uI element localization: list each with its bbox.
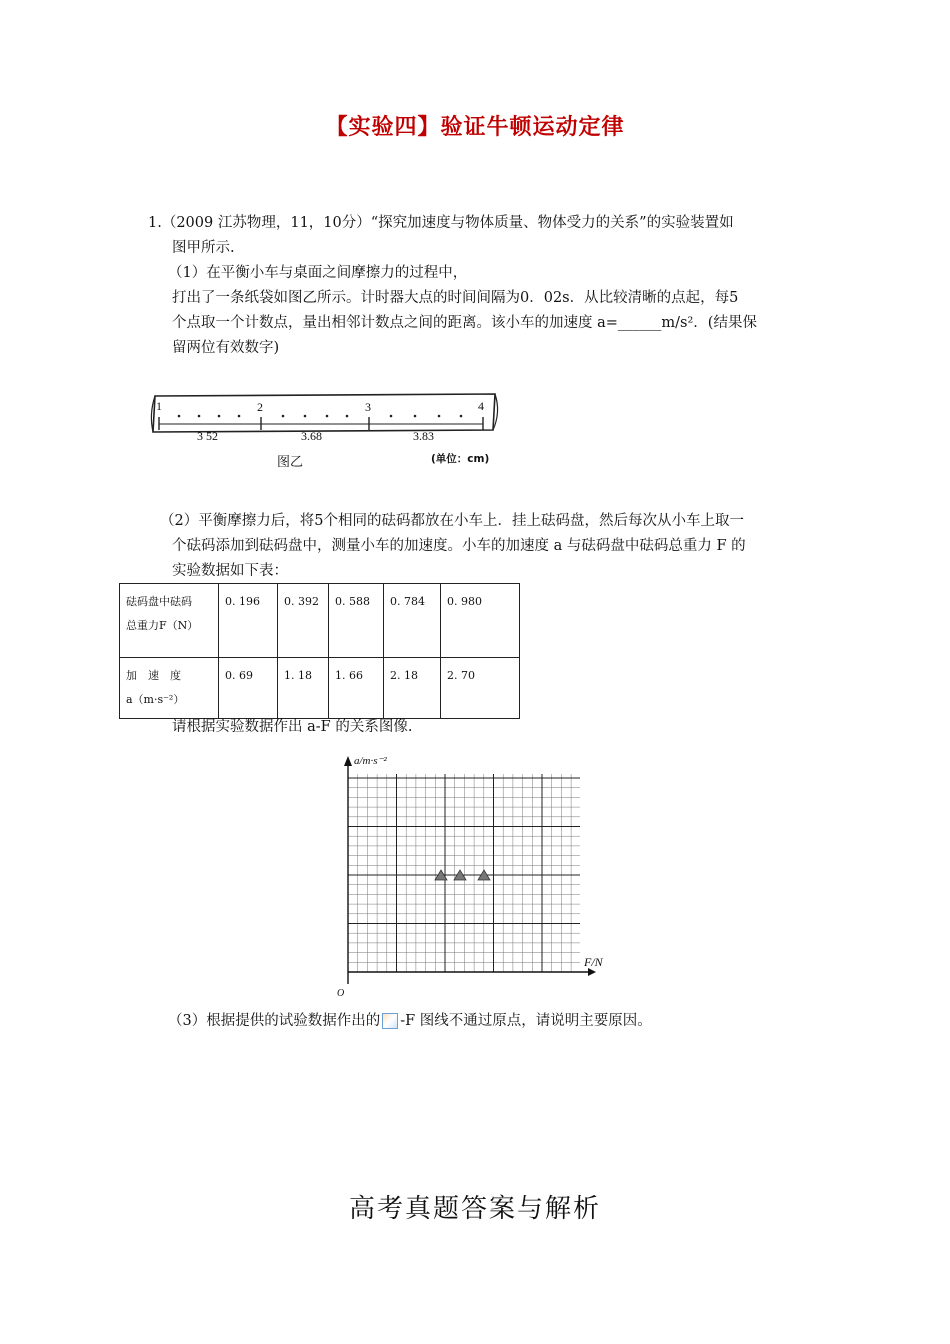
tape-caption: 图乙 <box>277 455 304 470</box>
tape-point-1: 1 <box>156 399 162 413</box>
accel-label-line1: 加 速 度 <box>126 669 181 682</box>
q1-line3: （1）在平衡小车与桌面之间摩擦力的过程中， <box>168 265 468 281</box>
table-cell: 1. 18 <box>278 658 329 719</box>
data-table <box>119 583 520 719</box>
table-cell: 0. 980 <box>441 584 520 658</box>
tape-distance-3: 3.83 <box>413 429 434 443</box>
force-label-line2: 总重力F（N） <box>126 619 199 632</box>
q2-line2: 个砝码添加到砝码盘中，测量小车的加速度。小车的加速度 a 与砝码盘中砝码总重力 F 的 <box>172 538 746 554</box>
q3-text-after: -F 图线不通过原点，请说明主要原因。 <box>400 1013 652 1029</box>
table-cell: 2. 70 <box>441 658 520 719</box>
q1-line6: 留两位有效数字) <box>172 340 280 356</box>
q1-line4: 打出了一条纸袋如图乙所示。计时器大点的时间间隔为0．02s．从比较清晰的点起，每5 <box>172 290 739 306</box>
table-row-label <box>120 658 219 719</box>
tape-distance-2: 3.68 <box>301 429 322 443</box>
table-cell: 0. 196 <box>219 584 278 658</box>
x-axis-label: F/N <box>584 955 603 969</box>
q1-line5: 个点取一个计数点，量出相邻计数点之间的距离。该小车的加速度 a=______m/s²．(结果保 <box>172 315 757 331</box>
table-row <box>120 658 520 719</box>
table-cell: 0. 784 <box>384 584 441 658</box>
q2-line1: （2）平衡摩擦力后，将5个相同的砝码都放在小车上．挂上砝码盘，然后每次从小车上取一 <box>160 513 744 529</box>
force-label-line1: 砝码盘中砝码 <box>126 595 192 608</box>
tape-point-4: 4 <box>478 399 484 413</box>
tape-distance-1: 3 52 <box>197 429 218 443</box>
y-axis-label: a/m·s⁻² <box>354 755 387 767</box>
table-cell: 0. 69 <box>219 658 278 719</box>
table-cell: 1. 66 <box>329 658 384 719</box>
q3-line <box>168 1011 652 1031</box>
q1-line2: 图甲所示. <box>172 240 235 256</box>
accel-label-line2: a（m·s⁻²） <box>126 693 185 706</box>
graph-instruction: 请根据实验数据作出 a-F 的关系图像. <box>172 719 413 735</box>
table-cell: 0. 588 <box>329 584 384 658</box>
footer-heading: 高考真题答案与解析 <box>348 1194 601 1224</box>
tape-point-2: 2 <box>257 400 263 414</box>
tape-point-3: 3 <box>365 400 371 414</box>
q3-text-before: （3）根据提供的试验数据作出的 <box>168 1013 381 1029</box>
table-row <box>120 584 520 658</box>
q2-line3: 实验数据如下表： <box>172 563 288 579</box>
page-title: 【实验四】验证牛顿运动定律 <box>325 115 625 140</box>
table-cell: 2. 18 <box>384 658 441 719</box>
paper-tape-figure <box>145 390 505 472</box>
table-cell: 0. 392 <box>278 584 329 658</box>
q1-line1: 1.（2009 江苏物理，11，10分）“探究加速度与物体质量、物体受力的关系”的实验装置如 <box>148 215 734 231</box>
table-row-label <box>120 584 219 658</box>
image-placeholder-icon <box>382 1013 398 1029</box>
origin-label: O <box>337 988 345 999</box>
a-f-grid-graph <box>337 752 620 1002</box>
tape-unit: (单位：cm) <box>431 453 490 465</box>
